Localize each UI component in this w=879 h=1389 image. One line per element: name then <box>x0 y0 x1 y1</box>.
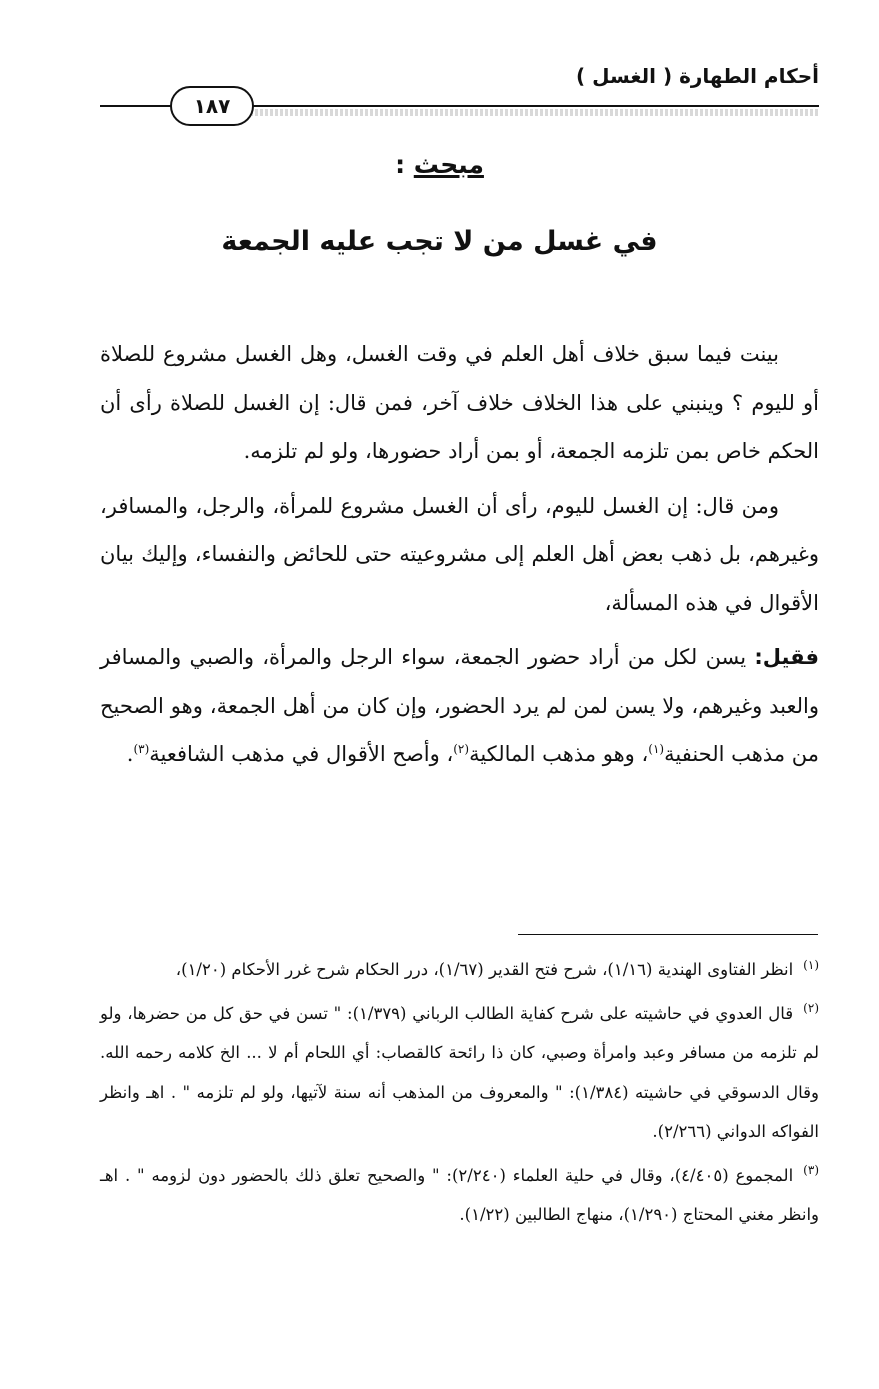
footnote-1-text: انظر الفتاوى الهندية (١/١٦)، شرح فتح القدير (١/٦٧)، درر الحكام شرح غرر الأحكام (١/٢٠)، <box>175 960 794 979</box>
paragraph-2: ومن قال: إن الغسل لليوم، رأى أن الغسل مشروع للمرأة، والرجل، والمسافر، وغيرهم، بل ذهب بعض أهل العلم إلى مشروعيته حتى للحائض والنفساء، وإليك بيان الأقوال في هذه المسألة، <box>100 493 819 615</box>
running-title: أحكام الطهارة ( الغسل ) <box>576 64 819 88</box>
footnote-3 <box>100 1156 819 1235</box>
body-text <box>100 330 819 785</box>
section-label <box>0 150 879 179</box>
header-rule <box>100 86 819 126</box>
footnote-2-number: (٢) <box>803 1001 819 1015</box>
section-label-word: مبحث <box>413 150 484 179</box>
section-title: في غسل من لا تجب عليه الجمعة <box>221 226 658 257</box>
paragraph-3-part-b: ، وهو مذهب المالكية <box>469 742 649 766</box>
footnote-ref-2[interactable]: (٢) <box>453 742 470 756</box>
footnote-separator <box>518 934 818 935</box>
paragraph-3-part-a: يسن لكل من أراد حضور الجمعة، سواء الرجل والمرأة، والصبي والمسافر والعبد وغيرهم، ولا يسن لمن لم يرد الحضور، وإن كان من أهل الجمعة، وهو الصحيح من مذهب الحنفية <box>100 645 819 766</box>
paragraph-1: بينت فيما سبق خلاف أهل العلم في وقت الغسل، وهل الغسل مشروع للصلاة أو لليوم ؟ وينبني على هذا الخلاف خلاف آخر، فمن قال: إن الغسل للصلاة رأى أن الحكم خاص بمن تلزمه الجمعة، أو بمن أراد حضورها، ولو لم تلزمه. <box>100 342 819 463</box>
footnote-ref-1[interactable]: (١) <box>648 742 665 756</box>
paragraph-3 <box>100 633 819 779</box>
page-number: ١٨٧ <box>193 94 231 118</box>
footnotes <box>100 950 819 1239</box>
paragraph-3-part-c: ، وأصح الأقوال في مذهب الشافعية <box>149 742 454 766</box>
header-rule-shading <box>250 109 819 116</box>
header-rule-left <box>100 105 175 107</box>
footnote-3-text: المجموع (٤/٤٠٥)، وقال في حلية العلماء (٢/٢٤٠): " والصحيح تعلق ذلك بالحضور دون لزومه " . اهـ وانظر مغني المحتاج (١/٢٩٠)، منهاج الطالبين (١/٢٢). <box>100 1165 819 1224</box>
footnote-3-number: (٣) <box>803 1163 819 1177</box>
header-rule-right <box>250 105 819 107</box>
footnote-2-text: قال العدوي في حاشيته على شرح كفاية الطالب الرباني (١/٣٧٩): " تسن في حق كل من حضرها، ولو لم تلزمه من مسافر وعبد وامرأة وصبي، كان ذا رائحة كالقصاب: أي اللحام أم لا ... الخ كلامه رحمه الله. وقال الدسوقي في حاشيته (١/٣٨٤): " والمعروف من المذهب أنه سنة لآتيها، ولو لم تلزمه " . اهـ وانظر الفواكه الدواني (٢/٢٦٦). <box>100 1003 820 1141</box>
footnote-2 <box>100 994 819 1152</box>
footnote-1 <box>100 950 819 990</box>
paragraph-3-lead: فقيل: <box>754 645 819 669</box>
page-number-badge <box>170 86 254 126</box>
paragraph-3-end: . <box>126 742 134 766</box>
footnote-ref-3[interactable]: (٣) <box>133 742 150 756</box>
section-label-colon: : <box>395 150 414 179</box>
footnote-1-number: (١) <box>803 957 819 972</box>
